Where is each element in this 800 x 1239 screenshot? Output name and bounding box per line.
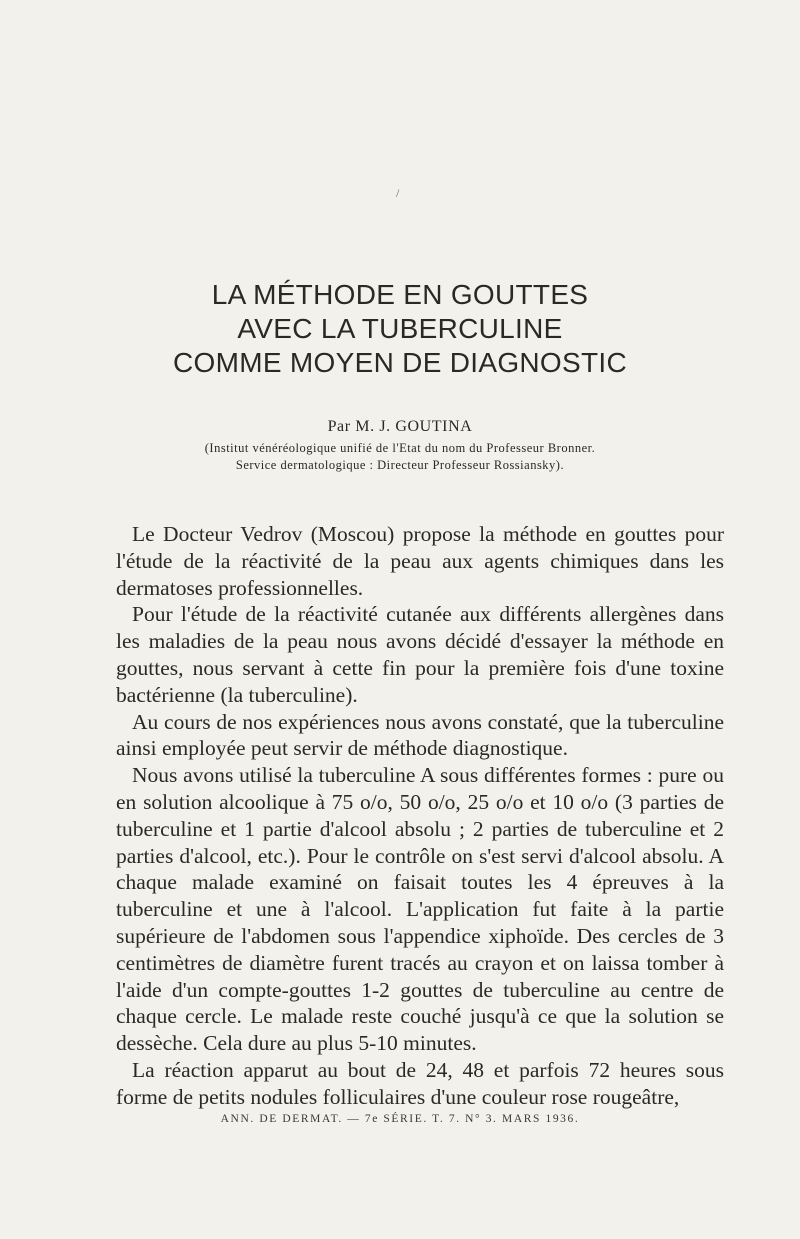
title-line: COMME MOYEN DE DIAGNOSTIC: [173, 347, 627, 378]
title-line: LA MÉTHODE EN GOUTTES: [211, 279, 589, 310]
affiliation-line: Service dermatologique : Directeur Professeur Rossiansky).: [235, 458, 565, 472]
paragraph: Nous avons utilisé la tuberculine A sous différentes formes : pure ou en solution alcoolique à 75 o/o, 50 o/o, 25 o/o et 10 o/o (3 parties de tuberculine et 1 partie d'alcool absolu ; 2 parties de tuberculine et 2 parties d'alcool, etc.). Pour le contrôle on s'est servi d'alcool absolu. A chaque malade examiné on faisait toutes les 4 épreuves à la tuberculine et une à l'alcool. L'application fut faite à la partie supérieure de l'abdomen sous l'appendice xiphoïde. Des cercles de 3 centimètres de diamètre furent tracés au crayon et on laissa tomber à l'aide d'un compte-gouttes 1-2 gouttes de tuberculine au centre de chaque cercle. Le malade reste couché jusqu'à ce que la solution se dessèche. Cela dure au plus 5-10 minutes.: [116, 763, 724, 1056]
paragraph: La réaction apparut au bout de 24, 48 et parfois 72 heures sous forme de petits nodules folliculaires d'une couleur rose rougeâtre,: [116, 1057, 724, 1109]
affiliation-line: (Institut vénéréologique unifié de l'Etat du nom du Professeur Bronner.: [204, 441, 596, 455]
title-line: AVEC LA TUBERCULINE: [237, 313, 563, 344]
affiliation: [0, 440, 800, 474]
article-title: [0, 278, 800, 380]
paragraph: Au cours de nos expériences nous avons constaté, que la tuberculine ainsi employée peut servir de méthode diagnostique.: [116, 709, 724, 761]
journal-footer: ANN. DE DERMAT. — 7e SÉRIE. T. 7. N° 3. MARS 1936.: [220, 1113, 580, 1125]
paragraph: Le Docteur Vedrov (Moscou) propose la méthode en gouttes pour l'étude de la réactivité de la peau aux agents chimiques dans les dermatoses professionnelles.: [116, 522, 724, 600]
author-line: Par M. J. GOUTINA: [327, 418, 473, 435]
paragraph: Pour l'étude de la réactivité cutanée aux différents allergènes dans les maladies de la peau nous avons décidé d'essayer la méthode en gouttes, nous servant à cette fin pour la première fois d'une toxine bactérienne (la tuberculine).: [116, 602, 724, 707]
stray-mark: /: [396, 186, 400, 200]
article-body: [116, 521, 724, 1111]
